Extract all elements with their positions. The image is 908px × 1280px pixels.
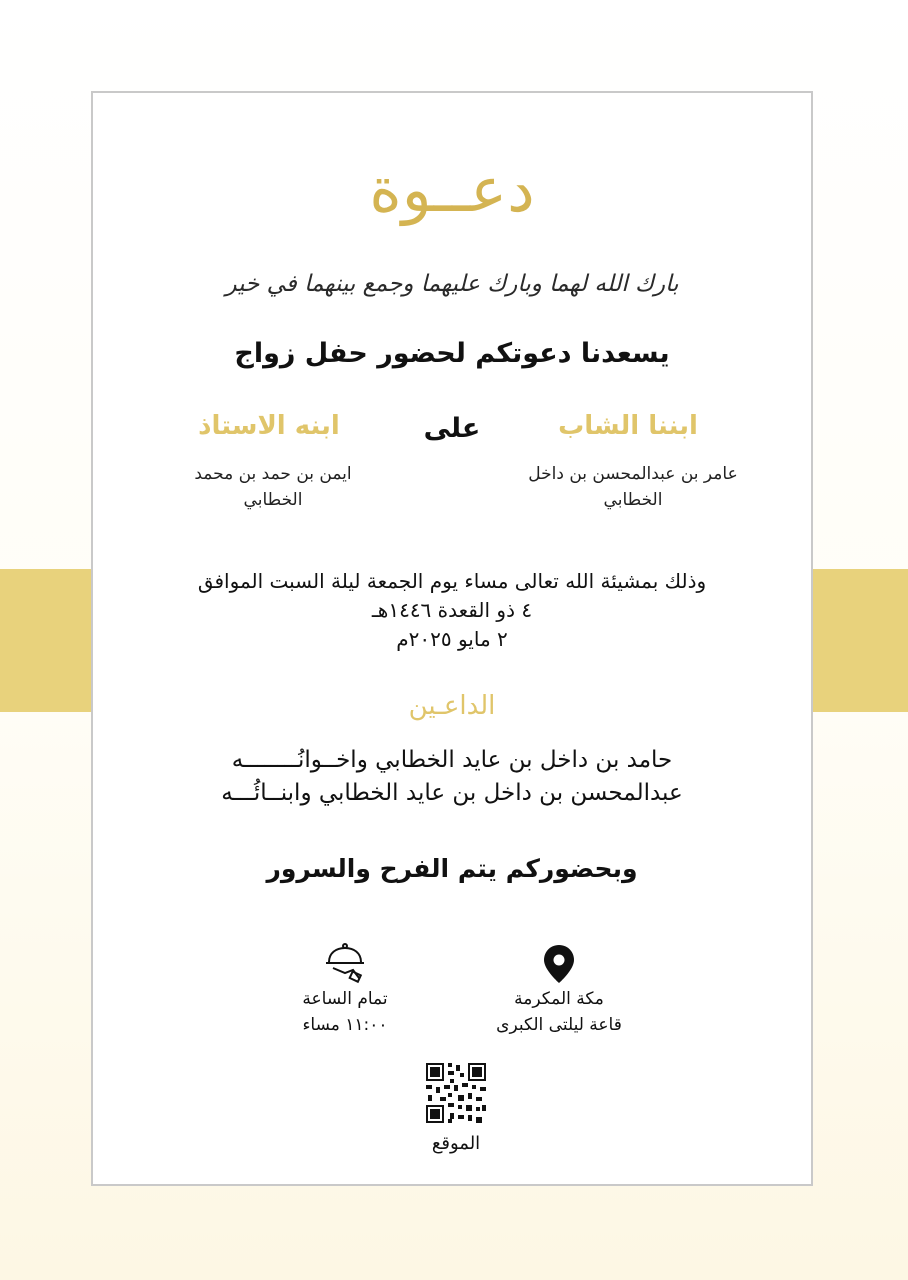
bride-name-line1: ايمن بن حمد بن محمد xyxy=(194,464,352,484)
time-label: تمام الساعة xyxy=(302,989,388,1009)
map-pin-icon xyxy=(537,942,581,986)
blessing-text: بارك الله لهما وبارك عليهما وجمع بينهما في خير xyxy=(225,271,679,297)
host-line2: عبدالمحسن بن داخل بن عايد الخطابي وابنــائُـــه xyxy=(221,780,683,806)
hosts-list xyxy=(93,744,811,810)
date-hijri: ٤ ذو القعدة ١٤٤٦هـ xyxy=(371,598,533,622)
groom-name xyxy=(503,461,763,513)
date-line1: وذلك بمشيئة الله تعالى مساء يوم الجمعة ليلة السبت الموافق xyxy=(197,569,707,593)
hosts-label: الداعـين xyxy=(408,691,496,721)
location-text xyxy=(473,986,645,1038)
groom-label: ابننا الشاب xyxy=(558,411,698,441)
blessing-calligraphy xyxy=(93,251,811,311)
groom-name-line2: الخطابي xyxy=(603,490,663,510)
bride-label: ابنه الاستاذ xyxy=(198,411,340,441)
location-venue: قاعة ليلتى الكبرى xyxy=(496,1015,622,1035)
groom-name-line1: عامر بن عبدالمحسن بن داخل xyxy=(528,464,738,484)
time-value: ١١:٠٠ مساء xyxy=(302,1015,388,1035)
bride-name xyxy=(163,461,383,513)
intro-text: يسعدنا دعوتكم لحضور حفل زواج xyxy=(234,338,670,369)
closing-text: وبحضوركم يتم الفرح والسرور xyxy=(266,854,638,883)
time-text xyxy=(281,986,409,1038)
host-line1: حامد بن داخل بن عايد الخطابي واخــوانُــــــــه xyxy=(231,747,673,773)
location-city: مكة المكرمة xyxy=(514,989,604,1009)
date-gregorian: ٢ مايو ٢٠٢٥م xyxy=(396,627,508,651)
bride-name-line2: الخطابي xyxy=(243,490,303,510)
invitation-title-text: دعــوة xyxy=(369,153,535,226)
connector-text: على xyxy=(423,413,481,444)
food-service-icon xyxy=(323,940,367,984)
qr-label: الموقع xyxy=(431,1133,481,1154)
qr-code[interactable] xyxy=(424,1061,488,1125)
event-date xyxy=(93,567,811,654)
invitation-card xyxy=(91,91,813,1186)
invitation-title xyxy=(93,143,811,233)
